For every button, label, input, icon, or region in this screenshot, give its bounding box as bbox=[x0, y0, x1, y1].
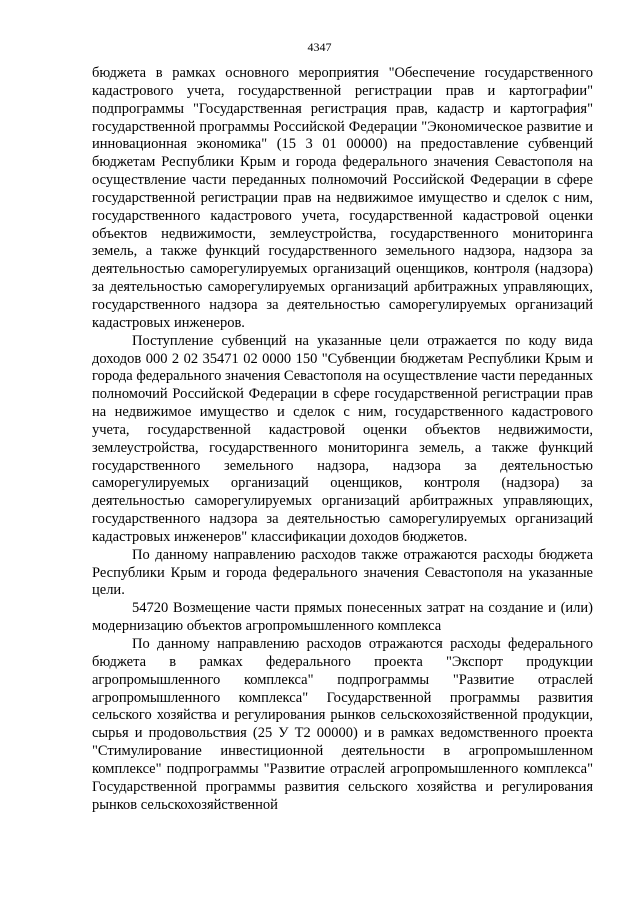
paragraph-regional-expenses: По данному направлению расходов также отражаются расходы бюджета Республики Крым и города федерального значения Севастополя на указанные цели. bbox=[92, 546, 593, 599]
paragraph-revenue-code: Поступление субвенций на указанные цели отражается по коду вида доходов 000 2 02 35471 02 0000 150 "Субвенции бюджетам Республики Крым и города федерального значения Севастополя на осуществление части переданных полномочий Российской Федерации в сфере государственной регистрации прав на недвижимое имущество и сделок с ним, государственного кадастрового учета, государственной кадастровой оценки объектов недвижимости, землеустройства, государственного мониторинга земель, а также функций государственного земельного надзора, надзора за деятельностью саморегулируемых организаций оценщиков, контроля (надзора) за деятельностью саморегулируемых организаций арбитражных управляющих, государственного надзора за деятельностью саморегулируемых организаций кадастровых инженеров" классификации доходов бюджетов. bbox=[92, 332, 593, 545]
paragraph-continuation: бюджета в рамках основного мероприятия "Обеспечение государственного кадастрового учета, государственной регистрации прав и картографии" подпрограммы "Государственная регистрация прав, кадастр и картография" государственной программы Российской Федерации "Экономическое развитие и инновационная экономика" (15 3 01 00000) на предоставление субвенций бюджетам Республики Крым и города федерального значения Севастополя на осуществление части переданных полномочий Российской Федерации в сфере государственной регистрации прав на недвижимое имущество и сделок с ним, государственного кадастрового учета, государственной кадастровой оценки объектов недвижимости, землеустройства, государственного мониторинга земель, а также функций государственного земельного надзора, надзора за деятельностью саморегулируемых организаций оценщиков, контроля (надзора) за деятельностью саморегулируемых организаций арбитражных управляющих, государственного надзора за деятельностью саморегулируемых организаций кадастровых инженеров. bbox=[92, 65, 593, 331]
page-number: 4347 bbox=[307, 40, 332, 54]
section-heading-54720: 54720 Возмещение части прямых понесенных затрат на создание и (или) модернизацию объектов агропромышленного комплекса bbox=[92, 600, 593, 635]
body-text bbox=[92, 65, 593, 814]
paragraph-federal-expenses: По данному направлению расходов отражаются расходы федерального бюджета в рамках федерального проекта "Экспорт продукции агропромышленного комплекса" подпрограммы "Развитие отраслей агропромышленного комплекса" Государственной программы развития сельского хозяйства и регулирования рынков сельскохозяйственной продукции, сырья и продовольствия (25 У Т2 00000) и в рамках ведомственного проекта "Стимулирование инвестиционной деятельности в агропромышленном комплексе" подпрограммы "Развитие отраслей агропромышленного комплекса" Государственной программы развития сельского хозяйства и регулирования рынков сельскохозяйственной bbox=[92, 636, 593, 813]
